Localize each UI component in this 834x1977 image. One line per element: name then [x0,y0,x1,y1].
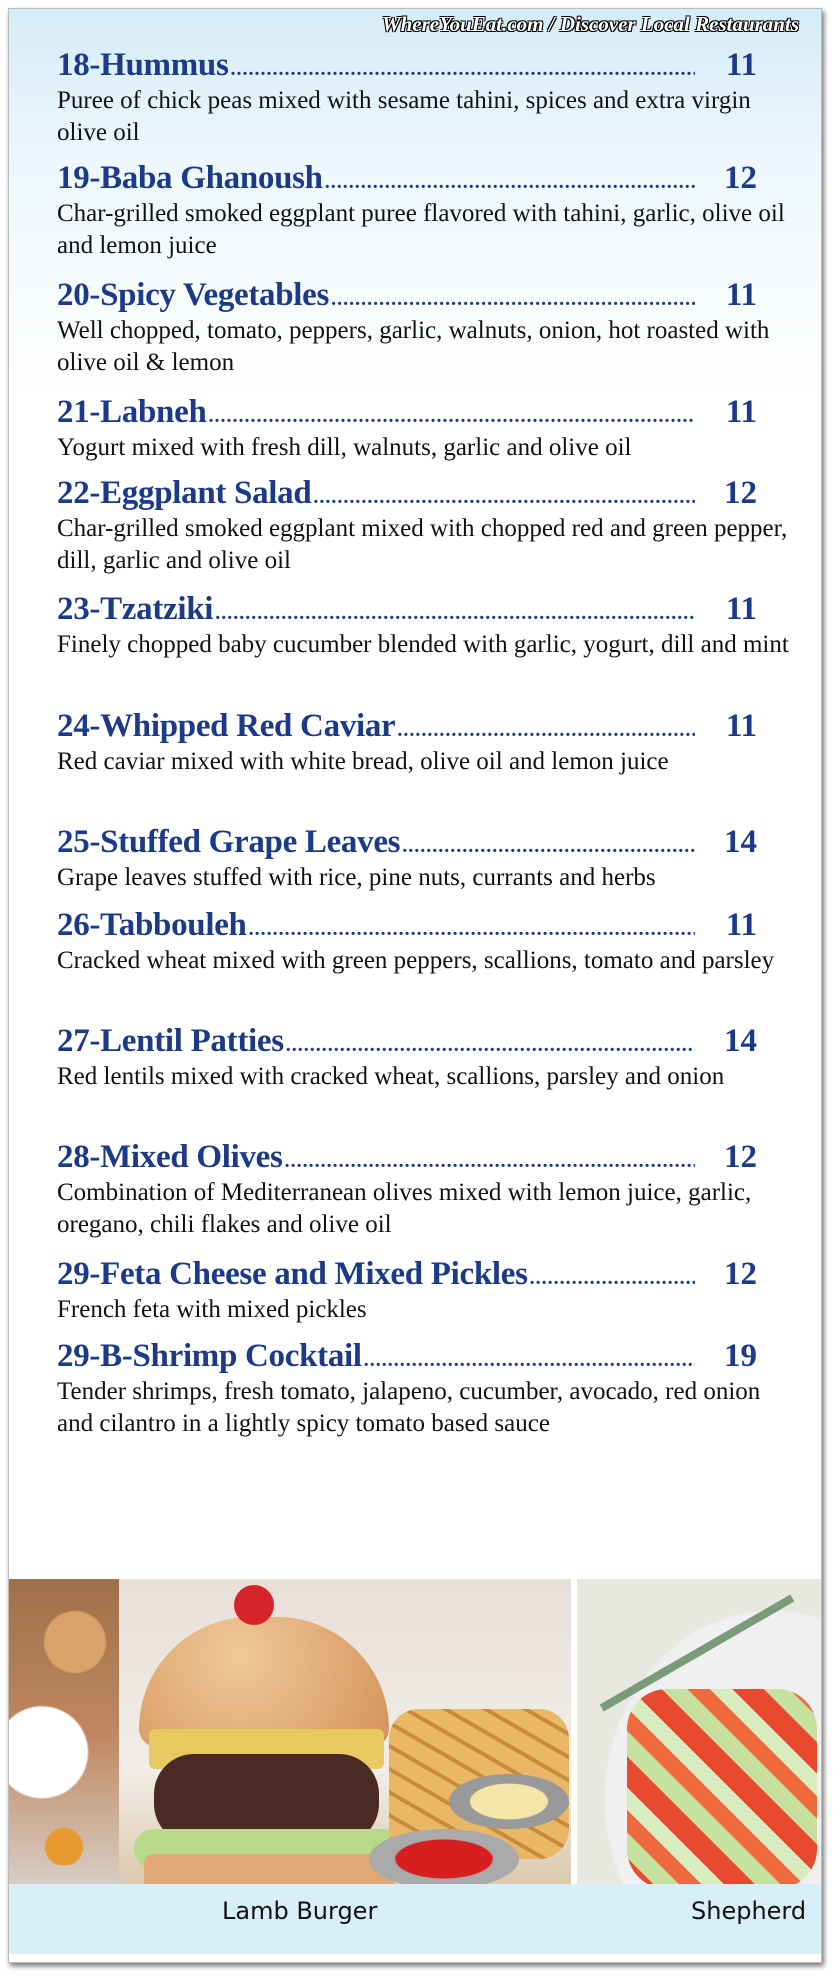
caption-lamb-burger: Lamb Burger [222,1897,378,1925]
menu-item [57,1021,797,1093]
leader-dots [249,918,695,941]
menu-item-name: 18-Hummus [57,47,229,83]
menu-item-price: 19 [724,1338,757,1374]
menu-item-price: 11 [725,708,757,744]
menu-item-description: Combination of Mediterranean olives mixed with lemon juice, garlic, oregano, chili flakes and olive oil [57,1179,752,1238]
leader-dots [364,1349,695,1372]
menu-item-name: 22-Eggplant Salad [57,475,312,511]
menu-item [57,1254,797,1326]
menu-item [57,158,797,262]
leader-dots [325,171,695,194]
menu-item-title-row [57,1021,757,1061]
leader-dots [231,58,696,81]
menu-item-description: Red lentils mixed with cracked wheat, scallions, parsley and onion [57,1063,725,1090]
menu-item-name: 19-Baba Ghanoush [57,160,323,196]
menu-item [57,473,797,577]
menu-item-description: Well chopped, tomato, peppers, garlic, walnuts, onion, hot roasted with olive oil & lemon [57,317,770,376]
menu-item-title-row [57,822,757,862]
menu-item-title-row [57,392,757,432]
leader-dots [313,486,695,509]
menu-item-title-row [57,905,757,945]
photo-lamb-burger [119,1579,571,1894]
menu-item-price: 11 [725,394,757,430]
leader-dots [215,602,695,625]
menu-item [57,1137,797,1241]
menu-page [8,8,822,1963]
menu-item-title-row [57,275,757,315]
menu-item [57,589,797,661]
watermark: WhereYouEat.com / Discover Local Restaurants [381,12,799,36]
leader-dots [331,288,695,311]
menu-item-title-row [57,473,757,513]
photo-strip [9,1579,821,1894]
menu-item-price: 12 [724,1139,757,1175]
menu-item-description: Tender shrimps, fresh tomato, jalapeno, cucumber, avocado, red onion and cilantro in a lightly spicy tomato based sauce [57,1378,761,1437]
menu-item-description: Puree of chick peas mixed with sesame tahini, spices and extra virgin olive oil [57,87,751,146]
menu-item-description: Cracked wheat mixed with green peppers, scallions, tomato and parsley [57,947,775,974]
sauce-cup [449,1774,569,1829]
menu-item-price: 11 [725,591,757,627]
menu-item-name: 24-Whipped Red Caviar [57,708,396,744]
menu-item [57,905,797,977]
leader-dots [402,835,695,858]
menu-item-name: 29-Feta Cheese and Mixed Pickles [57,1256,528,1292]
menu-item-title-row [57,1137,757,1177]
menu-item [57,706,797,778]
menu-item-name: 26-Tabbouleh [57,907,247,943]
menu-item-name: 27-Lentil Patties [57,1023,284,1059]
photo-left-partial [9,1579,119,1894]
menu-item [57,275,797,379]
menu-item [57,45,797,149]
menu-item-name: 20-Spicy Vegetables [57,277,330,313]
menu-item-price: 14 [724,1023,757,1059]
menu-item-description: Yogurt mixed with fresh dill, walnuts, garlic and olive oil [57,434,632,461]
menu-item-price: 11 [725,277,757,313]
menu-item-price: 11 [725,47,757,83]
burger-bun-top [139,1617,389,1747]
menu-item-price: 14 [724,824,757,860]
leader-dots [209,405,695,428]
menu-item [57,1336,797,1440]
caption-shepherd: Shepherd [691,1897,807,1925]
menu-item-title-row [57,1336,757,1376]
menu-item-name: 21-Labneh [57,394,207,430]
menu-item-price: 12 [724,160,757,196]
menu-item-name: 23-Tzatziki [57,591,214,627]
menu-item-name: 29-B-Shrimp Cocktail [57,1338,362,1374]
leader-dots [285,1150,695,1173]
menu-item-description: Char-grilled smoked eggplant mixed with chopped red and green pepper, dill, garlic and olive oil [57,515,788,574]
menu-item-description: Grape leaves stuffed with rice, pine nuts, currants and herbs [57,864,656,891]
menu-item-title-row [57,589,757,629]
menu-item-description: Char-grilled smoked eggplant puree flavored with tahini, garlic, olive oil and lemon juice [57,200,785,259]
menu-item-price: 12 [724,1256,757,1292]
menu-item-name: 25-Stuffed Grape Leaves [57,824,401,860]
cherry-tomato [234,1585,274,1625]
menu-item-price: 11 [725,907,757,943]
menu-item-title-row [57,158,757,198]
menu-item [57,822,797,894]
menu-item [57,392,797,464]
leader-dots [530,1267,695,1290]
leader-dots [397,719,695,742]
menu-item-description: French feta with mixed pickles [57,1296,367,1323]
salad-vegetables [627,1689,817,1889]
menu-item-price: 12 [724,475,757,511]
menu-item-name: 28-Mixed Olives [57,1139,283,1175]
ketchup-cup [369,1829,519,1889]
leader-dots [286,1034,695,1057]
menu-item-title-row [57,706,757,746]
menu-item-description: Red caviar mixed with white bread, olive oil and lemon juice [57,748,669,775]
menu-item-description: Finely chopped baby cucumber blended with garlic, yogurt, dill and mint [57,631,789,658]
menu-item-title-row [57,1254,757,1294]
menu-item-title-row [57,45,757,85]
photo-shepherd-salad [577,1579,821,1894]
